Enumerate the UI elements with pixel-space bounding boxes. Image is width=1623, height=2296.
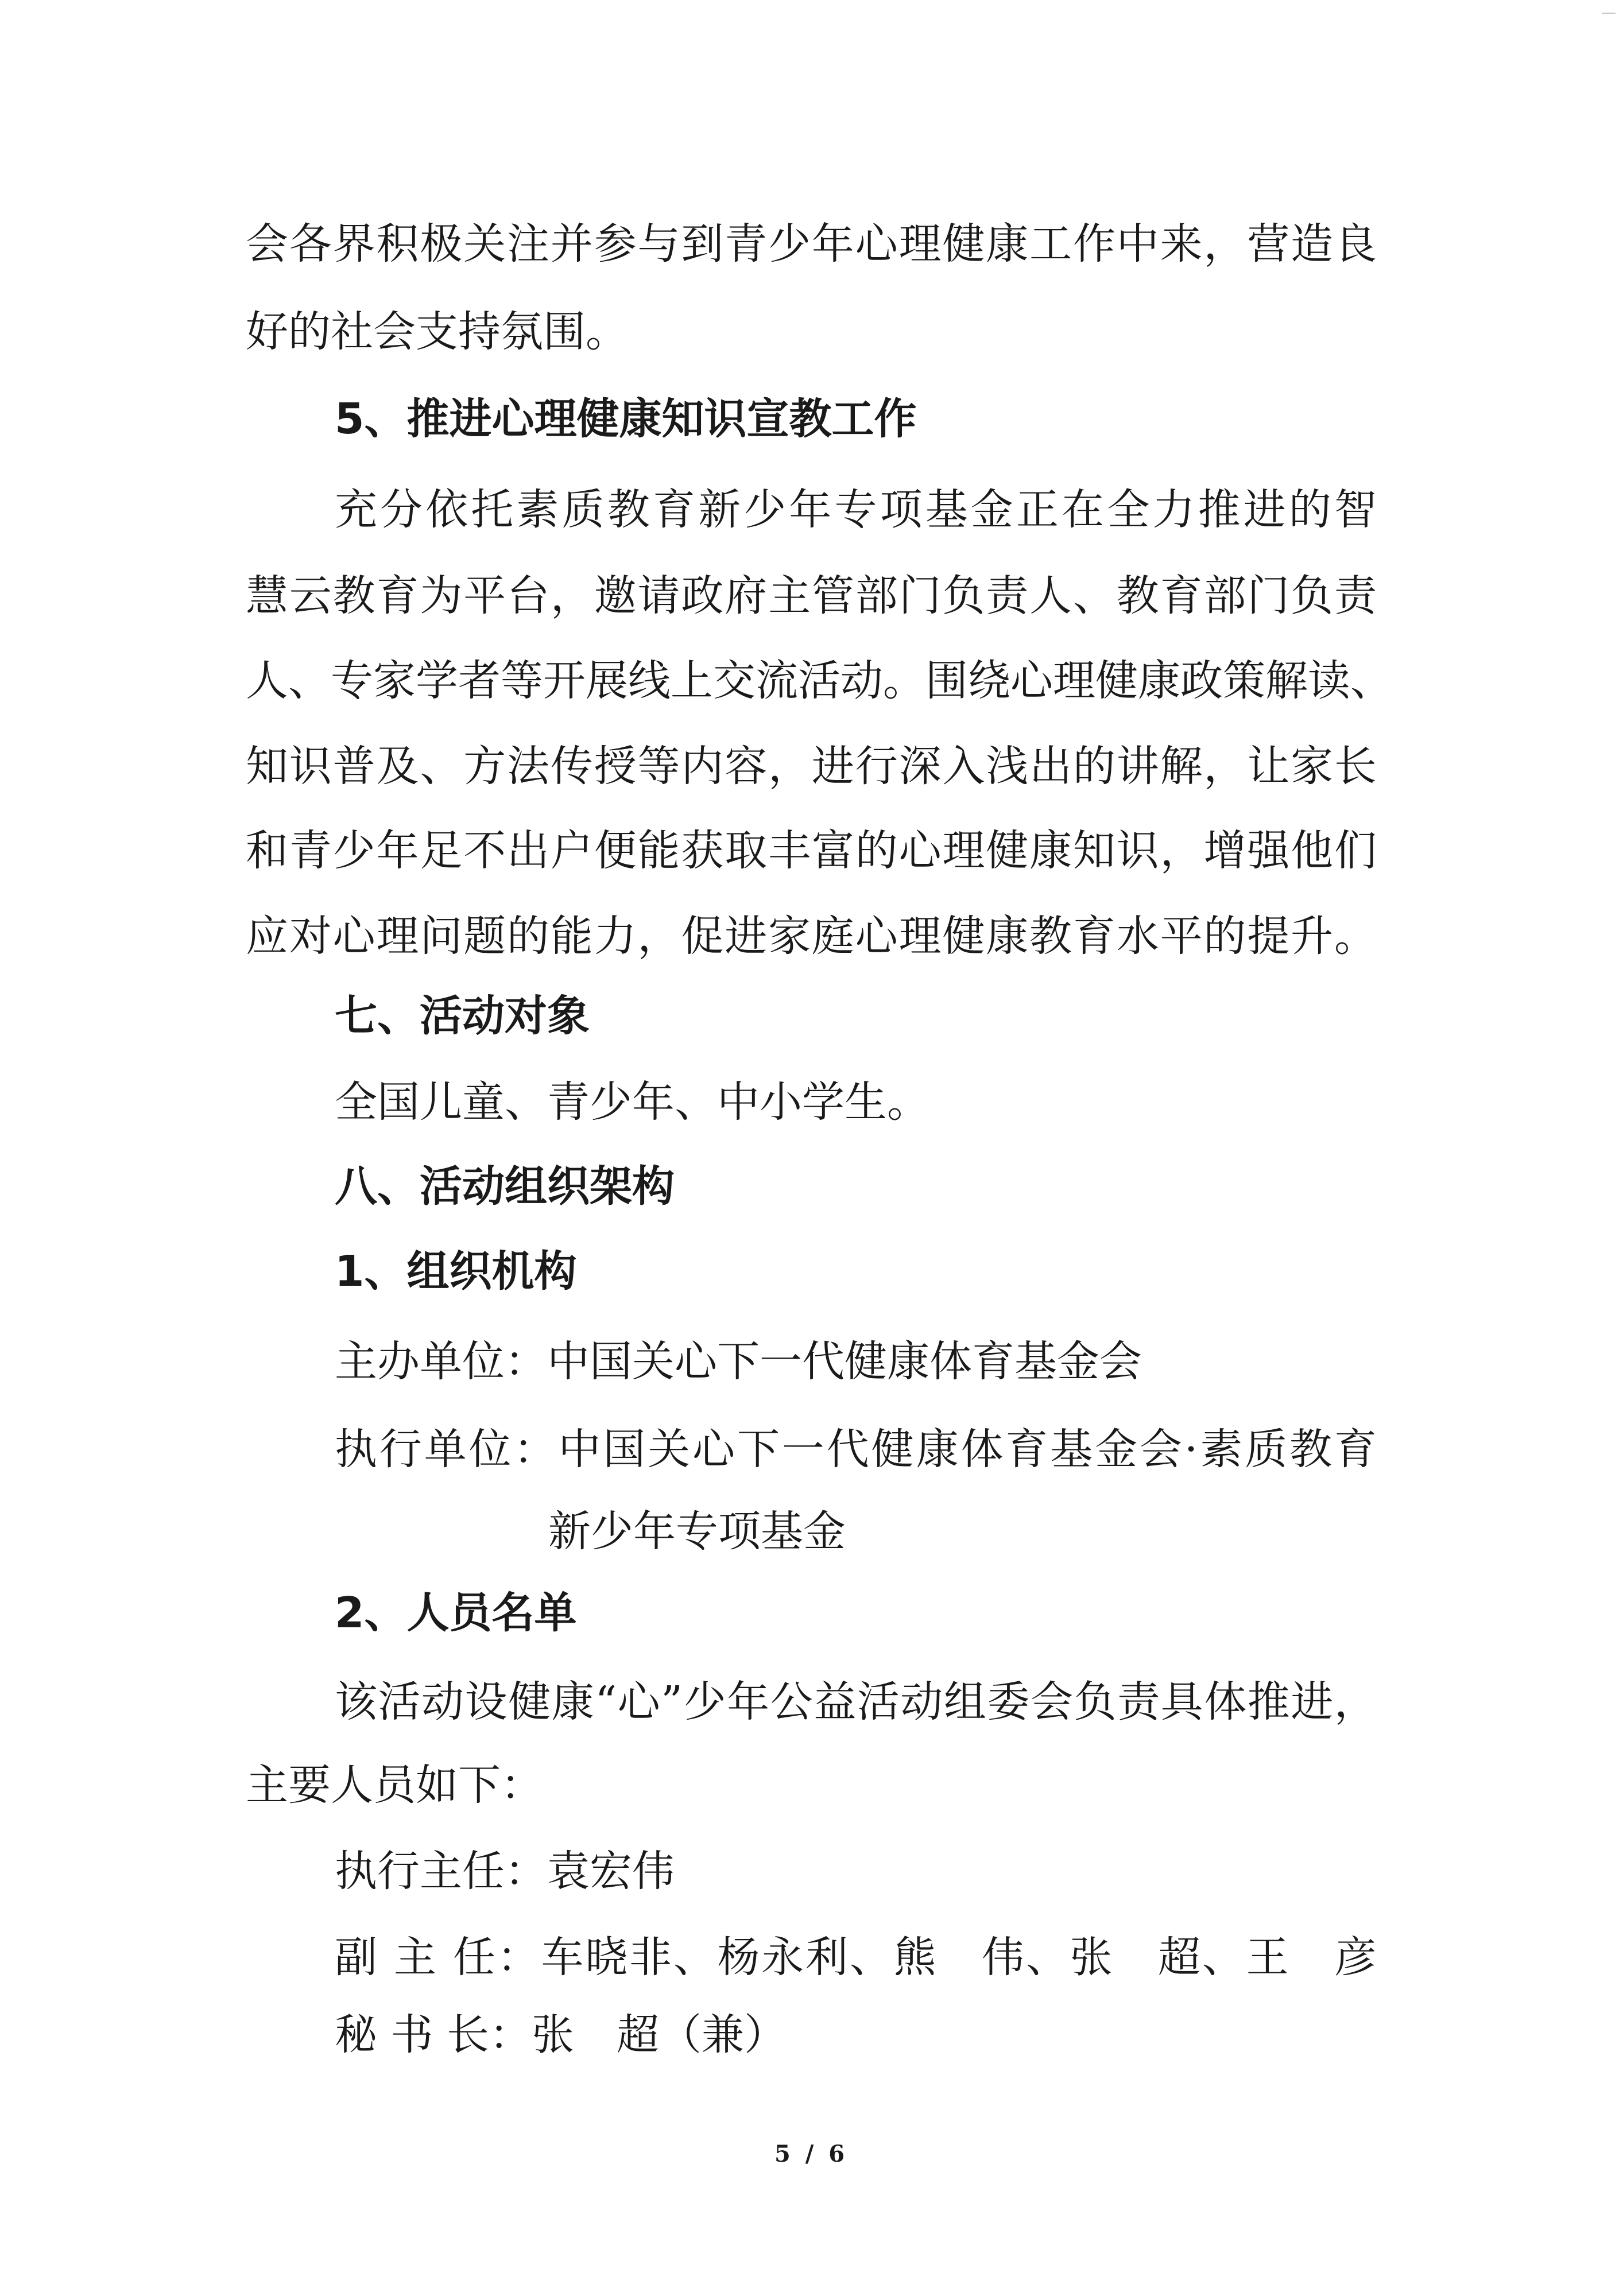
heading-8-1-organizations: 1、组织机构 [335,1247,577,1296]
paragraph-5-line-2: 慧云教育为平台，邀请政府主管部门负责人、教育部门负责 [246,571,1377,620]
paragraph-5-line-4: 知识普及、方法传授等内容，进行深入浅出的讲解，让家长 [246,742,1377,791]
paragraph-continuation-line-2: 好的社会支持氛围。 [246,307,628,356]
heading-5-knowledge-education: 5、推进心理健康知识宣教工作 [335,394,917,444]
host-unit-line: 主办单位：中国关心下一代健康体育基金会 [335,1337,1142,1386]
executive-director-line: 执行主任：袁宏伟 [335,1847,675,1896]
paragraph-5-line-3: 人、专家学者等开展线上交流活动。围绕心理健康政策解读、 [246,656,1393,705]
heading-8-organization: 八、活动组织架构 [335,1162,675,1211]
paragraph-8-2-line-1: 该活动设健康“心”少年公益活动组委会负责具体推进， [335,1677,1377,1727]
paragraph-8-2-line-2: 主要人员如下： [246,1760,543,1810]
deputy-director-line: 副 主 任：车晓非、杨永利、熊 伟、张 超、王 彦 [335,1933,1377,1982]
paragraph-7-target-audience: 全国儿童、青少年、中小学生。 [335,1077,929,1127]
executing-unit-line-2: 新少年专项基金 [548,1507,846,1556]
paragraph-5-line-6: 应对心理问题的能力，促进家庭心理健康教育水平的提升。 [246,912,1377,961]
paragraph-continuation-line-1: 会各界积极关注并参与到青少年心理健康工作中来，营造良 [246,219,1377,269]
executing-unit-line-1: 执行单位：中国关心下一代健康体育基金会·素质教育 [335,1425,1377,1474]
heading-8-2-personnel: 2、人员名单 [335,1588,577,1638]
paragraph-5-line-1: 充分依托素质教育新少年专项基金正在全力推进的智 [335,485,1377,534]
heading-7-activity-target: 七、活动对象 [335,991,590,1041]
paragraph-5-line-5: 和青少年足不出户便能获取丰富的心理健康知识，增强他们 [246,826,1377,875]
scan-edge-mark [1602,13,1616,14]
secretary-general-line: 秘 书 长：张 超（兼） [335,2010,787,2060]
page-number: 5 / 6 [774,2140,849,2167]
